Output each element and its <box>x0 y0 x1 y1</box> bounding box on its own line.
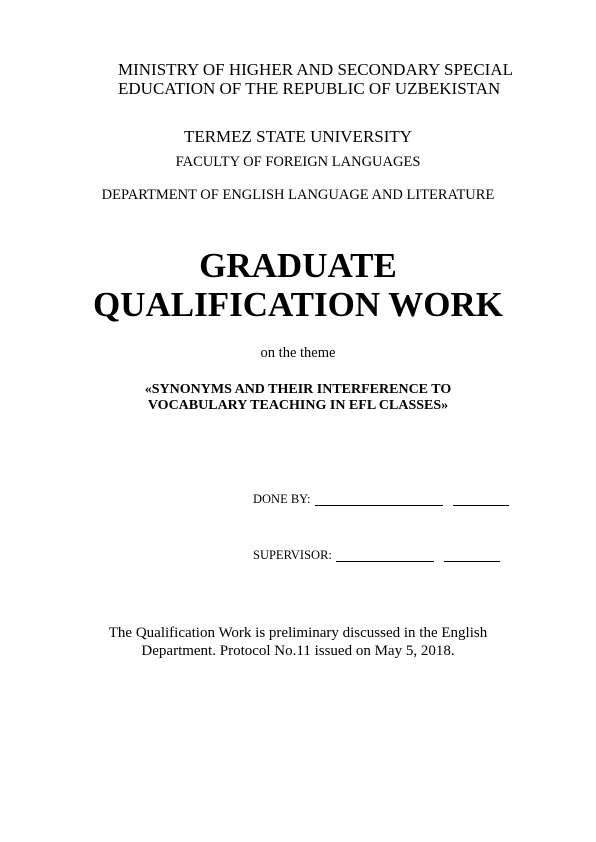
supervisor-label: SUPERVISOR: <box>253 548 332 562</box>
document-title <box>0 246 596 324</box>
discussion-note-line-2: Department. Protocol No.11 issued on May 5, 2018. <box>141 643 455 659</box>
document-title-line-2: QUALIFICATION WORK <box>92 285 503 324</box>
done-by-signature-line <box>453 493 509 506</box>
done-by-name-line <box>315 493 443 506</box>
university-name: TERMEZ STATE UNIVERSITY <box>183 127 413 146</box>
department-name: DEPARTMENT OF ENGLISH LANGUAGE AND LITERATURE <box>101 187 495 203</box>
supervisor-signature-line <box>444 549 500 562</box>
work-title-line-1: «SYNONYMS AND THEIR INTERFERENCE TO <box>144 382 452 397</box>
theme-intro: on the theme <box>260 345 336 361</box>
work-title <box>0 382 596 414</box>
done-by-row <box>253 492 509 506</box>
document-title-line-1: GRADUATE <box>199 246 397 285</box>
ministry-line-1: MINISTRY OF HIGHER AND SECONDARY SPECIAL <box>118 60 513 79</box>
discussion-note-line-1: The Qualification Work is preliminary discussed in the English <box>108 625 488 641</box>
ministry-line-2: EDUCATION OF THE REPUBLIC OF UZBEKISTAN <box>118 79 501 98</box>
faculty-name: FACULTY OF FOREIGN LANGUAGES <box>175 154 421 170</box>
work-title-line-2: VOCABULARY TEACHING IN EFL CLASSES» <box>147 398 449 413</box>
ministry-heading <box>118 60 578 98</box>
supervisor-row <box>253 548 500 562</box>
discussion-note <box>0 624 596 660</box>
supervisor-name-line <box>336 549 434 562</box>
done-by-label: DONE BY: <box>253 492 311 506</box>
